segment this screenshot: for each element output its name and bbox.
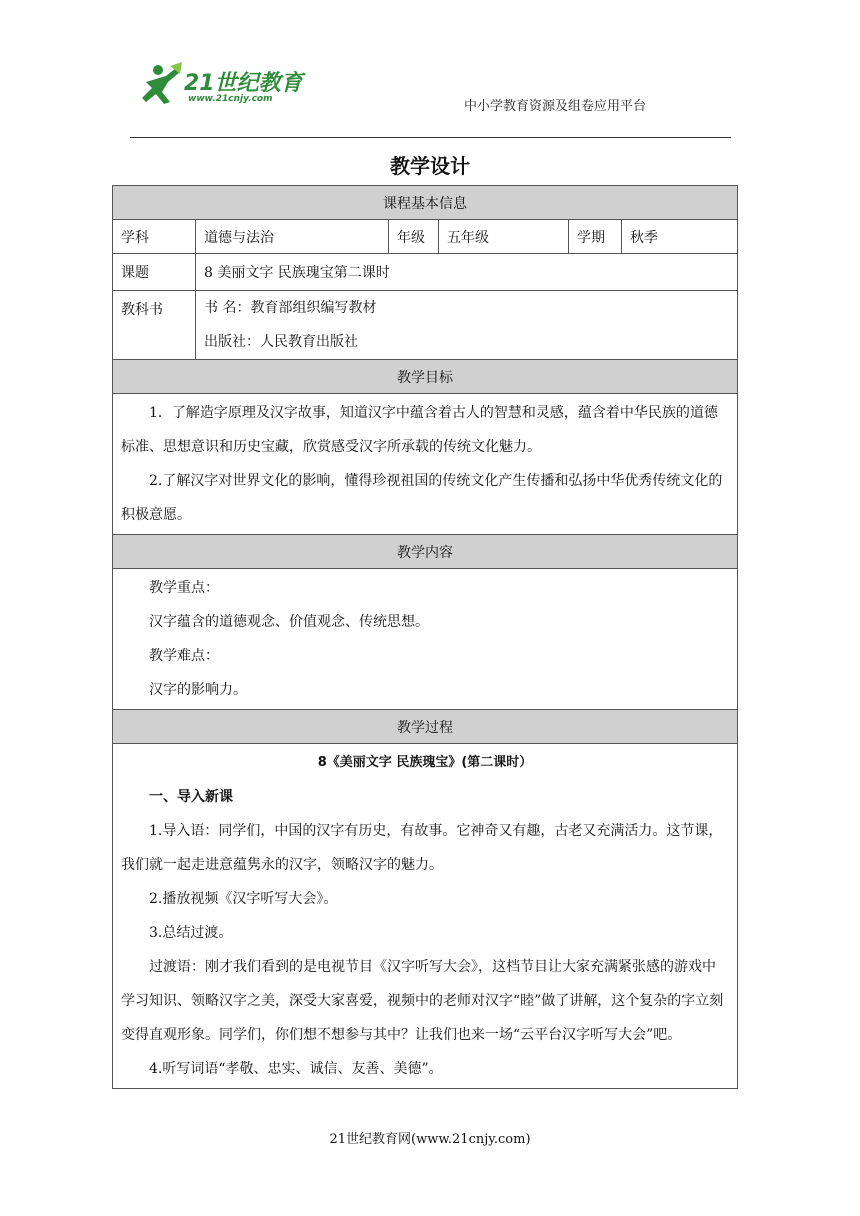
goals-cell bbox=[113, 394, 738, 535]
grade-label: 年级 bbox=[389, 220, 439, 254]
platform-name: 中小学教育资源及组卷应用平台 bbox=[464, 99, 647, 114]
section-header-process: 教学过程 bbox=[113, 710, 738, 744]
content-cell bbox=[113, 569, 738, 710]
key-point-label: 教学重点： bbox=[149, 580, 219, 596]
lesson-plan-table bbox=[112, 185, 738, 1089]
page-title: 教学设计 bbox=[390, 154, 470, 178]
lesson-title: 8《美丽文字 民族瑰宝》(第二课时） bbox=[317, 755, 533, 770]
section-header-content: 教学内容 bbox=[113, 535, 738, 569]
header-divider bbox=[130, 137, 731, 138]
textbook-publisher: 出版社：人民教育出版社 bbox=[204, 334, 358, 350]
logo-text: 21世纪教育 bbox=[184, 71, 303, 96]
running-figure-icon bbox=[136, 62, 184, 106]
difficult-point-text: 汉字的影响力。 bbox=[149, 682, 247, 698]
topic-value: 8 美丽文字 民族瑰宝第二课时 bbox=[196, 254, 738, 291]
process-item: 过渡语：刚才我们看到的是电视节目《汉字听写大会》，这档节目让大家充满紧张感的游戏中学习知识、领略汉字之美，深受大家喜爱，视频中的老师对汉字“睦”做了讲解，这个复杂的字立刻变得直观形象。同学们，你们想不想参与其中？让我们也来一场“云平台汉字听写大会”吧。 bbox=[121, 959, 724, 1043]
textbook-label: 教科书 bbox=[113, 291, 196, 360]
key-point-text: 汉字蕴含的道德观念、价值观念、传统思想。 bbox=[149, 614, 429, 630]
process-cell bbox=[113, 744, 738, 1089]
process-item: 4.听写词语“孝敬、忠实、诚信、友善、美德”。 bbox=[149, 1061, 443, 1077]
textbook-info bbox=[196, 291, 738, 360]
footer-text: 21世纪教育网(www.21cnjy.com) bbox=[329, 1132, 531, 1147]
section-heading-intro: 一、导入新课 bbox=[149, 789, 233, 805]
goal-item: 2.了解汉字对世界文化的影响，懂得珍视祖国的传统文化产生传播和弘扬中华优秀传统文化的积极意愿。 bbox=[121, 473, 723, 523]
term-value: 秋季 bbox=[622, 220, 738, 254]
textbook-name: 书 名：教育部组织编写教材 bbox=[204, 300, 377, 316]
grade-value: 五年级 bbox=[439, 220, 569, 254]
difficult-point-label: 教学难点： bbox=[149, 648, 219, 664]
site-logo bbox=[136, 60, 306, 108]
process-item: 1.导入语：同学们，中国的汉字有历史，有故事。它神奇又有趣，古老又充满活力。这节课，我们就一起走进意蕴隽永的汉字，领略汉字的魅力。 bbox=[121, 823, 723, 873]
goal-item: 1．了解造字原理及汉字故事，知道汉字中蕴含着古人的智慧和灵感，蕴含着中华民族的道德标准、思想意识和历史宝藏，欣赏感受汉字所承载的传统文化魅力。 bbox=[121, 405, 718, 455]
topic-label: 课题 bbox=[113, 254, 196, 291]
logo-url: www.21cnjy.com bbox=[188, 94, 273, 104]
term-label: 学期 bbox=[569, 220, 622, 254]
process-item: 2.播放视频《汉字听写大会》。 bbox=[149, 891, 338, 907]
section-header-goals: 教学目标 bbox=[113, 360, 738, 394]
subject-value: 道德与法治 bbox=[196, 220, 389, 254]
process-item: 3.总结过渡。 bbox=[149, 925, 233, 941]
section-header-basic-info: 课程基本信息 bbox=[113, 186, 738, 220]
subject-label: 学科 bbox=[113, 220, 196, 254]
